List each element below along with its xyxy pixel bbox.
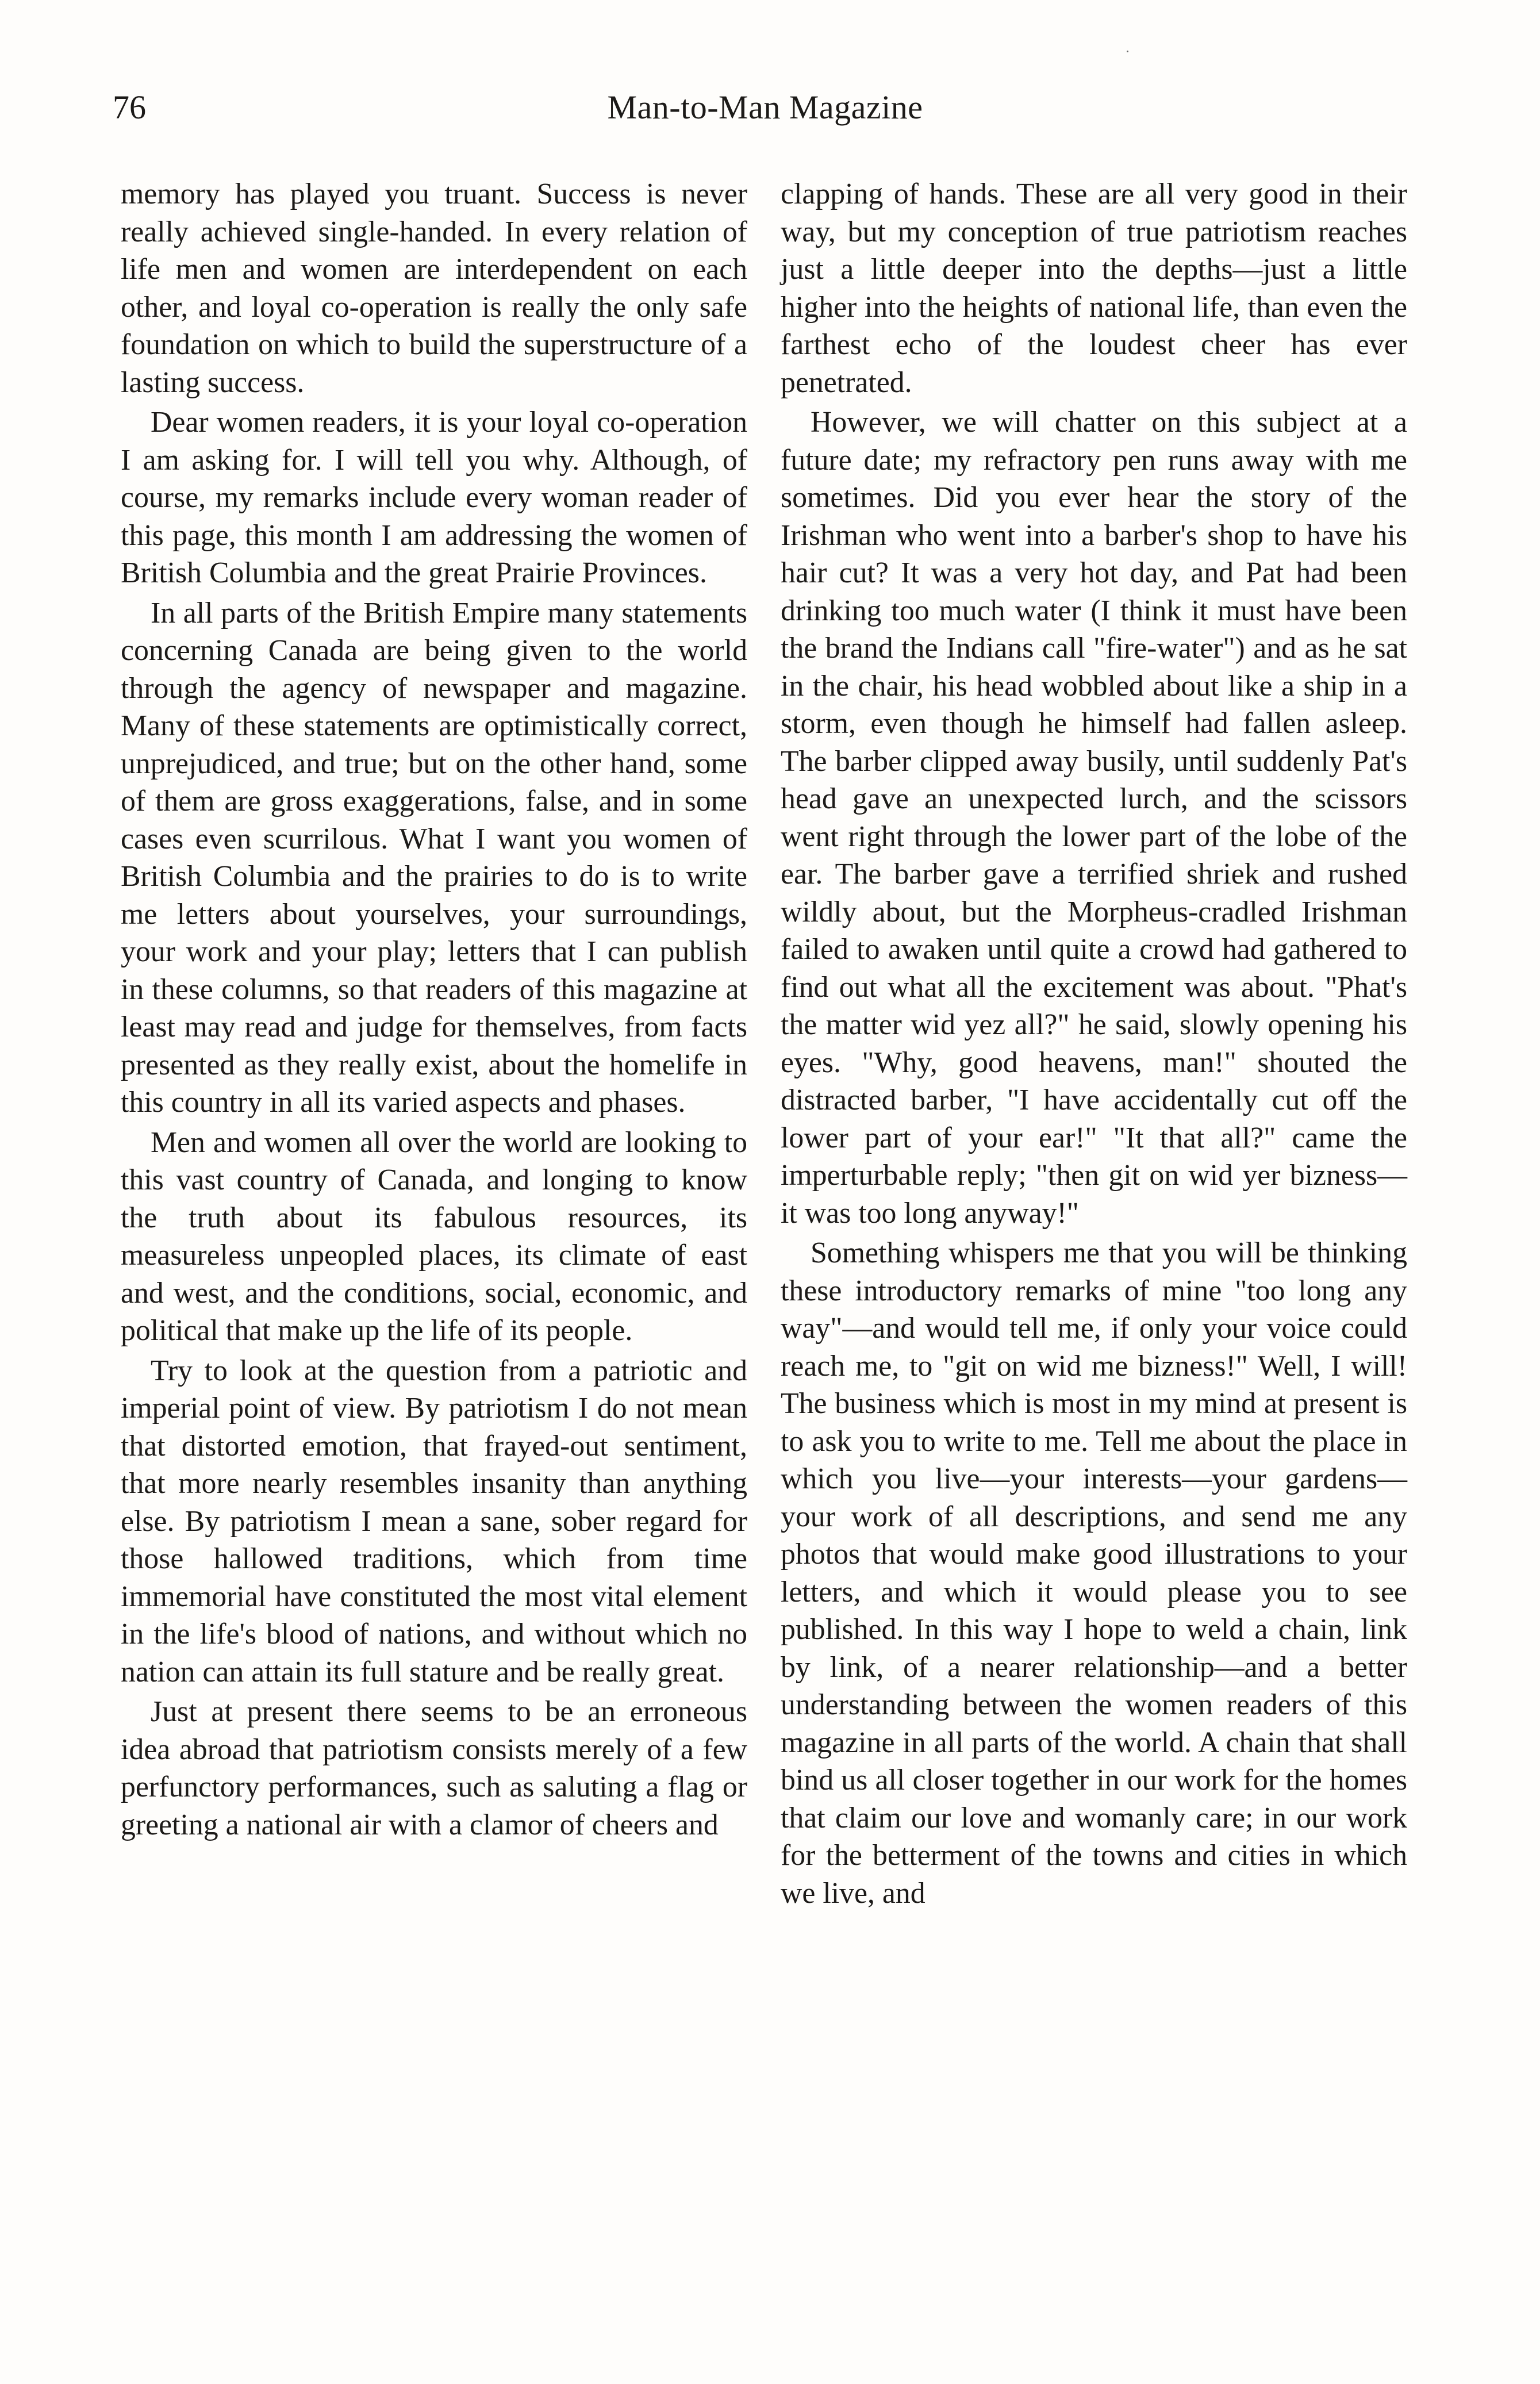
paragraph: In all parts of the British Empire many statements concerning Canada are being given to the world through the agency of newspaper and magazine. Many of these statements are optimistically correct, unprejudiced, and true; but on the other hand, some of them are gross exaggerations, false, and in some cases even scurrilous. What I want you women of British Columbia and the prairies to do is to write me letters about yourselves, your surroundings, your work and your play; letters that I can publish in these columns, so that readers of this magazine at least may read and judge for themselves, from facts presented as they really exist, about the homelife in this country in all its varied aspects and phases. bbox=[121, 596, 747, 1119]
paragraph: Dear women readers, it is your loyal co-operation I am asking for. I will tell you why. Although, of course, my remarks include every woman reader of this page, this month I am addressing the women of British Columbia and the great Prairie Provinces. bbox=[121, 406, 747, 589]
paragraph: Something whispers me that you will be thinking these introductory remarks of mine "too long any way"—and would tell me, if only your voice could reach me, to "git on wid me bizness!" Well, I will! The business which is most in my mind at present is to ask you to write to me. Tell me about the place in which you live—your interests—your gardens—your work of all descriptions, and send me any photos that would make good illustrations to your letters, and which it would please you to see published. In this way I hope to weld a chain, link by link, of a nearer relationship—and a better understanding between the women readers of this magazine in all parts of the world. A chain that shall bind us all closer together in our work for the homes that claim our love and womanly care; in our work for the betterment of the towns and cities in which we live, and bbox=[781, 1237, 1407, 1910]
right-column bbox=[781, 175, 1407, 1914]
paragraph: Try to look at the question from a patriotic and imperial point of view. By patriotism I do not mean that distorted emotion, that frayed-out sentiment, that more nearly resembles insanity than anything else. By patriotism I mean a sane, sober regard for those hallowed traditions, which from time immemorial have constituted the most vital element in the life's blood of nations, and without which no nation can attain its full stature and be really great. bbox=[121, 1354, 747, 1688]
page-number: 76 bbox=[113, 89, 146, 126]
page-header bbox=[113, 91, 1418, 143]
paragraph: clapping of hands. These are all very good in their way, but my conception of true patriotism reaches just a little deeper into the depths—just a little higher into the heights of national life, than even the farthest echo of the loudest cheer has ever penetrated. bbox=[781, 178, 1407, 399]
paragraph: Men and women all over the world are looking to this vast country of Canada, and longing to know the truth about its fabulous resources, its measureless unpeopled places, its climate of east and west, and the conditions, social, economic, and political that make up the life of its people. bbox=[121, 1126, 747, 1347]
paragraph: Just at present there seems to be an erroneous idea abroad that patriotism consists merely of a few perfunctory performances, such as saluting a flag or greeting a national air with a clamor of cheers and bbox=[121, 1695, 747, 1841]
print-speck bbox=[1127, 51, 1128, 52]
running-title: Man-to-Man Magazine bbox=[607, 89, 923, 126]
left-column bbox=[121, 175, 747, 1846]
paragraph: However, we will chatter on this subject at a future date; my refractory pen runs away with me sometimes. Did you ever hear the story of the Irishman who went into a barber's shop to have his hair cut? It was a very hot day, and Pat had been drinking too much water (I think it must have been the brand the Indians call "fire-water") and as he sat in the chair, his head wobbled about like a ship in a storm, even though he himself had fallen asleep. The barber clipped away busily, until suddenly Pat's head gave an unexpected lurch, and the scissors went right through the lower part of the lobe of the ear. The barber gave a terrified shriek and rushed wildly about, but the Morpheus-cradled Irishman failed to awaken until quite a crowd had gathered to find out what all the excitement was about. "Phat's the matter wid yez all?" he said, slowly opening his eyes. "Why, good heavens, man!" shouted the distracted barber, "I have accidentally cut off the lower part of your ear!" "It that all?" came the imperturbable reply; "then git on wid yer bizness—it was too long anyway!" bbox=[781, 406, 1407, 1230]
paragraph: memory has played you truant. Success is never really achieved single-handed. In every relation of life men and women are interdependent on each other, and loyal co-operation is really the only safe foundation on which to build the superstructure of a lasting success. bbox=[121, 178, 747, 399]
